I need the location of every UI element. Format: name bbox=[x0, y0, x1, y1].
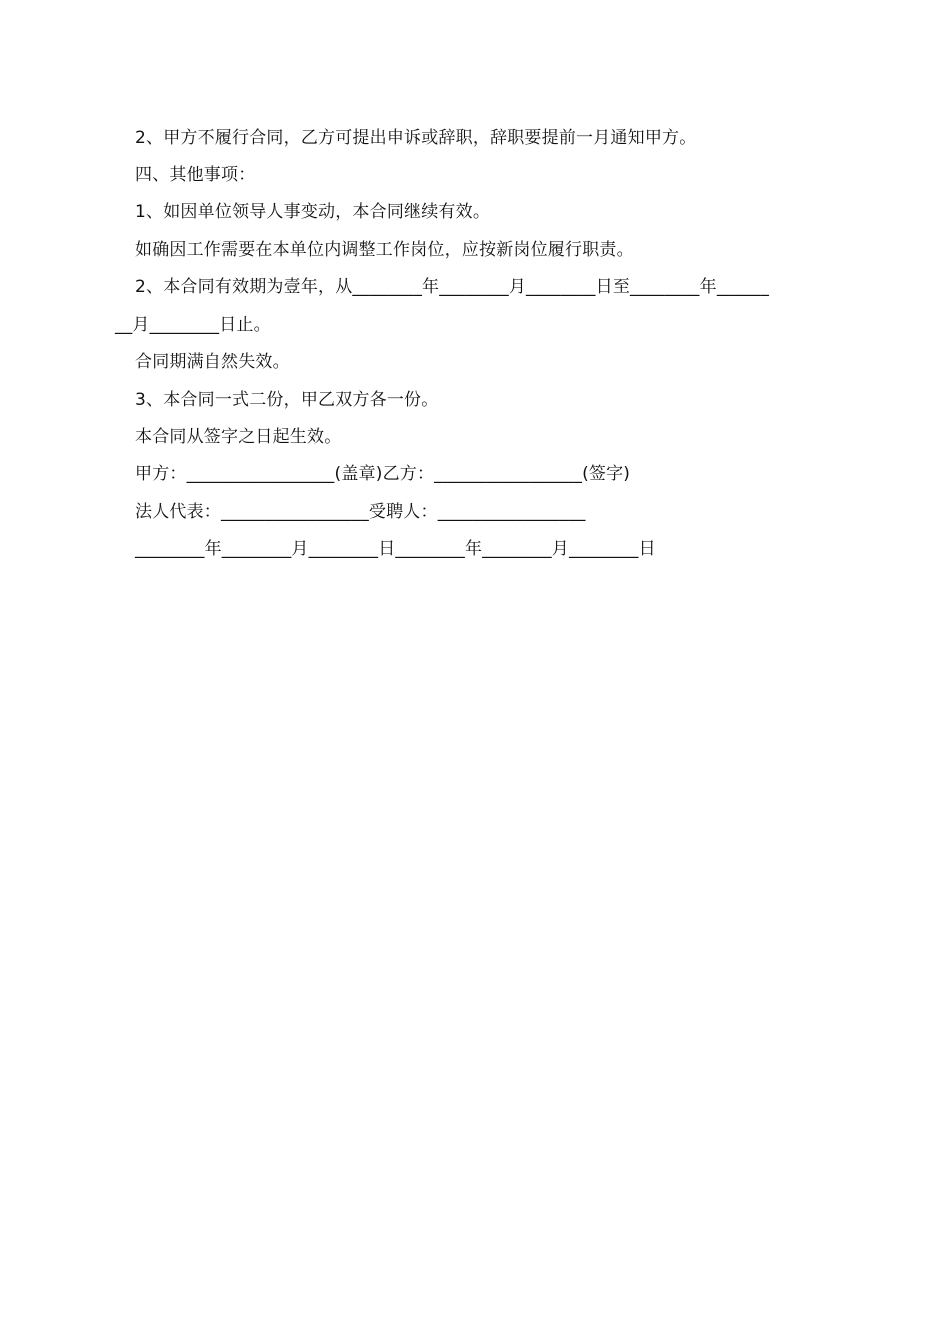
clause-1-position-adjustment: 如确因工作需要在本单位内调整工作岗位，应按新岗位履行职责。 bbox=[135, 240, 634, 260]
clause-2-breach: 2、甲方不履行合同，乙方可提出申诉或辞职，辞职要提前一月通知甲方。 bbox=[135, 128, 697, 148]
clause-2-validity-period-cont: __月________日止。 bbox=[115, 315, 271, 335]
clause-1-leadership-change: 1、如因单位领导人事变动，本合同继续有效。 bbox=[135, 202, 491, 222]
party-signatures: 甲方：_________________(盖章)乙方：_________________(签字) bbox=[135, 464, 631, 484]
effective-date-clause: 本合同从签字之日起生效。 bbox=[135, 427, 342, 447]
signature-dates: ________年________月________日________年________月________日 bbox=[135, 539, 656, 559]
contract-expiry: 合同期满自然失效。 bbox=[135, 352, 290, 372]
section-4-heading: 四、其他事项： bbox=[135, 165, 256, 185]
representative-signatures: 法人代表：_________________受聘人：_________________ bbox=[135, 502, 586, 522]
clause-3-copies: 3、本合同一式二份，甲乙双方各一份。 bbox=[135, 390, 439, 410]
clause-2-validity-period: 2、本合同有效期为壹年，从________年________月________日至________年______ bbox=[135, 277, 770, 297]
